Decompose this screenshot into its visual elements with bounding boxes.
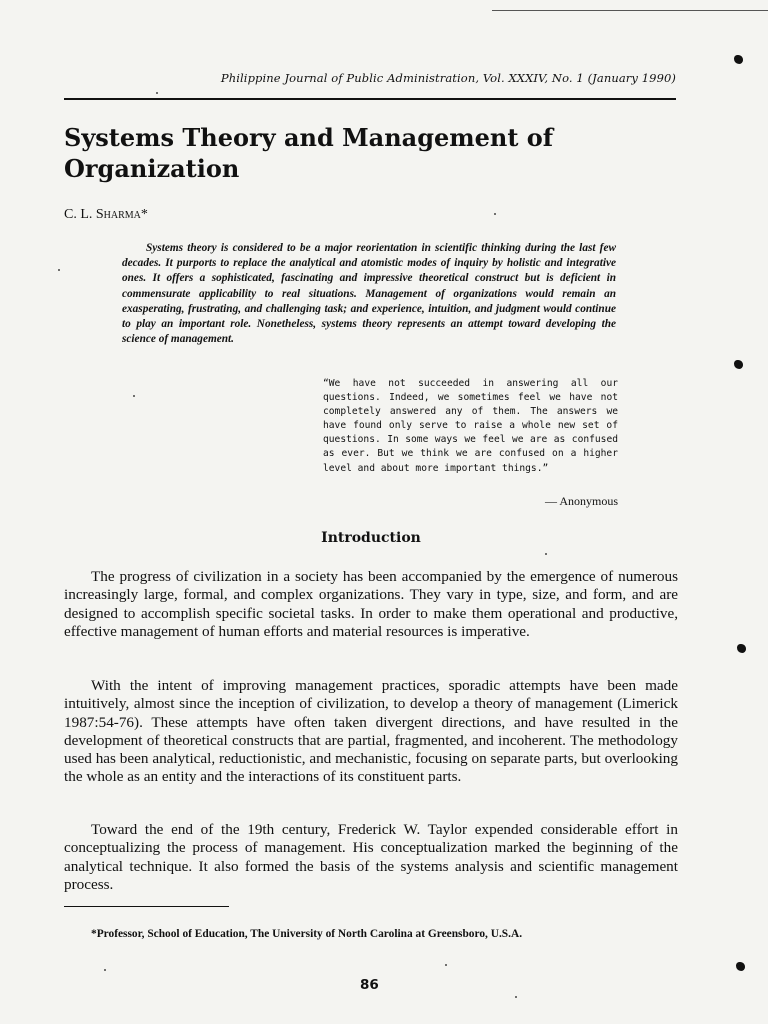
abstract: Systems theory is considered to be a major reorientation in scientific thinking during the last few decades. It purports to replace the analytical and atomistic modes of inquiry by holistic and integrative ones. It offers a sophisticated, fascinating and impressive theoretical construct but is deficient in commensurate applicability to real situations. Management of organizations would remain an exasperating, frustrating, and challenging task; and experience, intuition, and judgment would continue to play an important role. Nonetheless, systems theory represents an attempt toward developing the science of management. — [122, 242, 616, 346]
body-paragraph-3: Toward the end of the 19th century, Frederick W. Taylor expended considerable effort in conceptualizing the process of management. His conceptualization marked the beginning of the analytical technique. It also formed the basis of the systems analysis and scientific management process. — [64, 821, 678, 893]
scan-blot — [737, 644, 746, 653]
epigraph-quote: “We have not succeeded in answering all our questions. Indeed, we sometimes feel we have not completely answered any of them. The answers we have found only serve to raise a whole new set of questions. In some ways we feel we are as confused as ever. But we think we are confused on a higher level and about more important things.” — [323, 378, 618, 474]
scan-speck — [545, 553, 547, 555]
scan-speck — [156, 92, 158, 94]
scan-blot — [736, 962, 745, 971]
scan-blot — [734, 55, 743, 64]
header-rule — [64, 98, 676, 100]
scan-blot — [734, 360, 743, 369]
footnote: *Professor, School of Education, The University of North Carolina at Greensboro, U.S.A. — [91, 928, 523, 940]
scan-speck — [133, 395, 135, 397]
scan-speck — [515, 996, 517, 998]
scan-speck — [494, 213, 496, 215]
section-heading-introduction: Introduction — [321, 530, 421, 546]
author-surname: Sharma — [95, 207, 141, 222]
footnote-rule — [64, 906, 229, 907]
body-paragraph-2: With the intent of improving management practices, sporadic attempts have been made intuitively, almost since the inception of civilization, to develop a theory of management (Limerick 1987:54-76). These attempts have often taken divergent directions, and have resulted in the development of theoretical constructs that are partial, fragmented, and incoherent. The methodology used has been analytical, reductionistic, and mechanistic, focusing on separate parts, but overlooking the whole as an entity and the interactions of its constituent parts. — [64, 677, 678, 786]
running-head: Philippine Journal of Public Administration, Vol. XXXIV, No. 1 (January 1990) — [220, 71, 676, 85]
author-line — [64, 207, 148, 223]
scan-speck — [445, 964, 447, 966]
author-initials: C. L. — [64, 207, 96, 222]
scan-speck — [58, 269, 60, 271]
article-title: Systems Theory and Management of Organization — [64, 123, 554, 183]
page-number: 86 — [360, 977, 379, 993]
top-edge-rule — [492, 10, 768, 11]
author-footnote-marker: * — [140, 207, 148, 222]
epigraph-attribution: — Anonymous — [544, 494, 618, 508]
body-paragraph-1: The progress of civilization in a society has been accompanied by the emergence of numerous increasingly large, formal, and complex organizations. They vary in type, size, and form, and are designed to accomplish specific societal tasks. In order to make them operational and productive, effective management of human efforts and material resources is imperative. — [64, 568, 678, 640]
scan-speck — [104, 969, 106, 971]
